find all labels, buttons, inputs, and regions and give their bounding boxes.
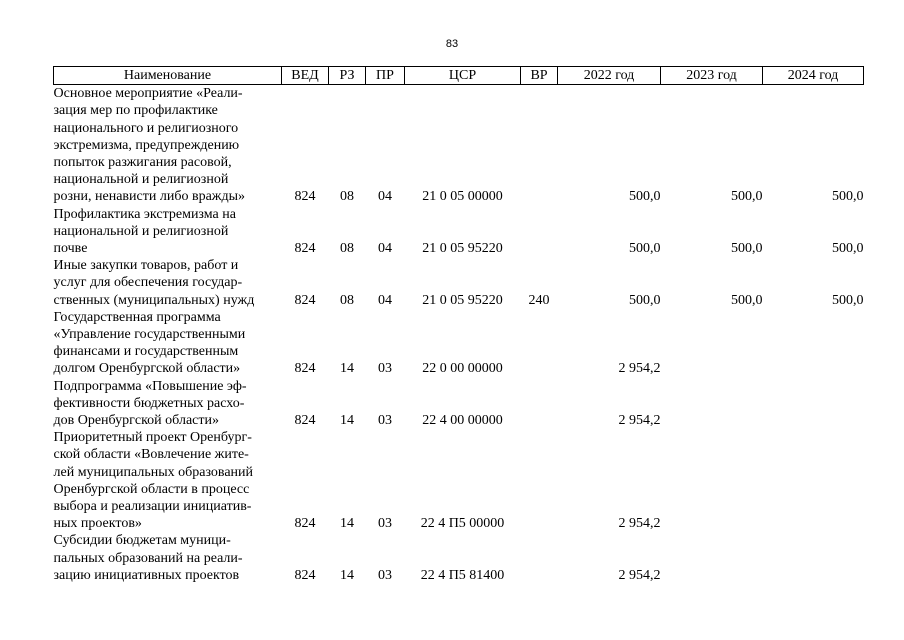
amount-2024-cell: 500,0 — [832, 292, 864, 308]
header-rz: РЗ — [329, 67, 366, 85]
amount-2023-cell: 500,0 — [731, 292, 763, 308]
vr-cell — [521, 532, 558, 584]
row-name-line: Основное мероприятие «Реали- — [53, 86, 243, 102]
row-name-line: Приоритетный проект Оренбург- — [53, 430, 252, 446]
pr-cell: 03 — [378, 361, 392, 377]
row-name-cell — [54, 532, 282, 584]
row-name-line: дов Оренбургской области» — [53, 413, 219, 429]
row-name-line: национальной и религиозной — [53, 223, 229, 239]
amount-2023-cell — [661, 378, 763, 430]
ved-cell: 824 — [294, 241, 316, 257]
amount-2024-cell: 500,0 — [832, 189, 864, 205]
page-number: 83 — [445, 38, 459, 50]
amount-2024-cell — [763, 429, 864, 532]
amount-2024-cell — [763, 532, 864, 584]
row-name-line: ных проектов» — [53, 516, 142, 532]
row-name-line: попыток разжигания расовой, — [53, 155, 232, 171]
ved-cell: 824 — [294, 292, 316, 308]
table-row — [54, 206, 864, 258]
row-name-line: пальных образований на реали- — [53, 550, 243, 566]
pr-cell: 03 — [378, 567, 392, 583]
ved-cell: 824 — [294, 189, 316, 205]
header-csr: ЦСР — [405, 67, 521, 85]
amount-2023-cell: 500,0 — [731, 189, 763, 205]
vr-cell — [521, 429, 558, 532]
amount-2022-cell: 2 954,2 — [618, 567, 661, 583]
pr-cell: 04 — [378, 292, 392, 308]
header-2024: 2024 год — [763, 67, 864, 85]
row-name-cell — [54, 309, 282, 378]
row-name-line: Иные закупки товаров, работ и — [53, 258, 239, 274]
vr-cell — [521, 85, 558, 206]
vr-cell — [521, 309, 558, 378]
row-name-line: фективности бюджетных расхо- — [53, 395, 245, 411]
ved-cell: 824 — [294, 567, 316, 583]
header-pr: ПР — [366, 67, 405, 85]
row-name-line: ской области «Вовлечение жите- — [53, 447, 249, 463]
row-name-line: Субсидии бюджетам муници- — [53, 533, 231, 549]
row-name-cell — [54, 429, 282, 532]
row-name-line: почве — [53, 241, 88, 257]
row-name-line: выбора и реализации инициатив- — [53, 499, 252, 515]
vr-cell: 240 — [528, 292, 550, 308]
row-name-line: ственных (муниципальных) нужд — [53, 292, 255, 308]
csr-cell: 21 0 05 95220 — [422, 241, 503, 257]
amount-2023-cell: 500,0 — [731, 241, 763, 257]
row-name-line: национального и религиозного — [53, 120, 239, 136]
rz-cell: 08 — [340, 241, 354, 257]
table-body — [54, 85, 864, 584]
amount-2022-cell: 2 954,2 — [618, 361, 661, 377]
amount-2024-cell — [763, 309, 864, 378]
rz-cell: 14 — [340, 567, 354, 583]
row-name-line: финансами и государственным — [53, 344, 239, 360]
table-row — [54, 429, 864, 532]
row-name-line: Профилактика экстремизма на — [53, 206, 236, 222]
amount-2022-cell: 2 954,2 — [618, 413, 661, 429]
table-row — [54, 85, 864, 206]
table-row — [54, 532, 864, 584]
table-header — [54, 67, 864, 85]
amount-2022-cell: 500,0 — [629, 292, 661, 308]
header-name: Наименование — [54, 67, 282, 85]
budget-table — [53, 66, 864, 584]
row-name-cell — [54, 206, 282, 258]
ved-cell: 824 — [294, 361, 316, 377]
row-name-line: зацию инициативных проектов — [53, 567, 240, 583]
amount-2022-cell: 2 954,2 — [618, 516, 661, 532]
row-name-line: долгом Оренбургской области» — [53, 361, 241, 377]
ved-cell: 824 — [294, 516, 316, 532]
row-name-line: Оренбургской области в процесс — [53, 481, 250, 497]
csr-cell: 22 0 00 00000 — [422, 361, 503, 377]
pr-cell: 04 — [378, 241, 392, 257]
table-row — [54, 378, 864, 430]
table-row — [54, 257, 864, 309]
rz-cell: 08 — [340, 292, 354, 308]
row-name-line: услуг для обеспечения государ- — [53, 275, 243, 291]
vr-cell — [521, 206, 558, 258]
header-vr: ВР — [521, 67, 558, 85]
csr-cell: 21 0 05 00000 — [422, 189, 503, 205]
vr-cell — [521, 378, 558, 430]
row-name-cell — [54, 85, 282, 206]
row-name-line: Государственная программа — [53, 309, 221, 325]
header-2022: 2022 год — [558, 67, 661, 85]
header-ved: ВЕД — [282, 67, 329, 85]
rz-cell: 14 — [340, 361, 354, 377]
rz-cell: 08 — [340, 189, 354, 205]
rz-cell: 14 — [340, 413, 354, 429]
row-name-line: Подпрограмма «Повышение эф- — [53, 378, 247, 394]
amount-2023-cell — [661, 429, 763, 532]
csr-cell: 22 4 П5 81400 — [420, 567, 505, 583]
row-name-line: розни, ненависти либо вражды» — [53, 189, 245, 205]
row-name-cell — [54, 378, 282, 430]
ved-cell: 824 — [294, 413, 316, 429]
row-name-line: национальной и религиозной — [53, 172, 229, 188]
amount-2024-cell: 500,0 — [832, 241, 864, 257]
csr-cell: 22 4 00 00000 — [422, 413, 503, 429]
row-name-line: экстремизма, предупреждению — [53, 137, 240, 153]
amount-2024-cell — [763, 378, 864, 430]
pr-cell: 04 — [378, 189, 392, 205]
header-2023: 2023 год — [661, 67, 763, 85]
row-name-cell — [54, 257, 282, 309]
amount-2022-cell: 500,0 — [629, 241, 661, 257]
row-name-line: лей муниципальных образований — [53, 464, 254, 480]
csr-cell: 21 0 05 95220 — [422, 292, 503, 308]
pr-cell: 03 — [378, 516, 392, 532]
rz-cell: 14 — [340, 516, 354, 532]
csr-cell: 22 4 П5 00000 — [420, 516, 505, 532]
pr-cell: 03 — [378, 413, 392, 429]
amount-2023-cell — [661, 532, 763, 584]
table-row — [54, 309, 864, 378]
row-name-line: зация мер по профилактике — [53, 103, 218, 119]
amount-2022-cell: 500,0 — [629, 189, 661, 205]
amount-2023-cell — [661, 309, 763, 378]
row-name-line: «Управление государственными — [53, 327, 246, 343]
